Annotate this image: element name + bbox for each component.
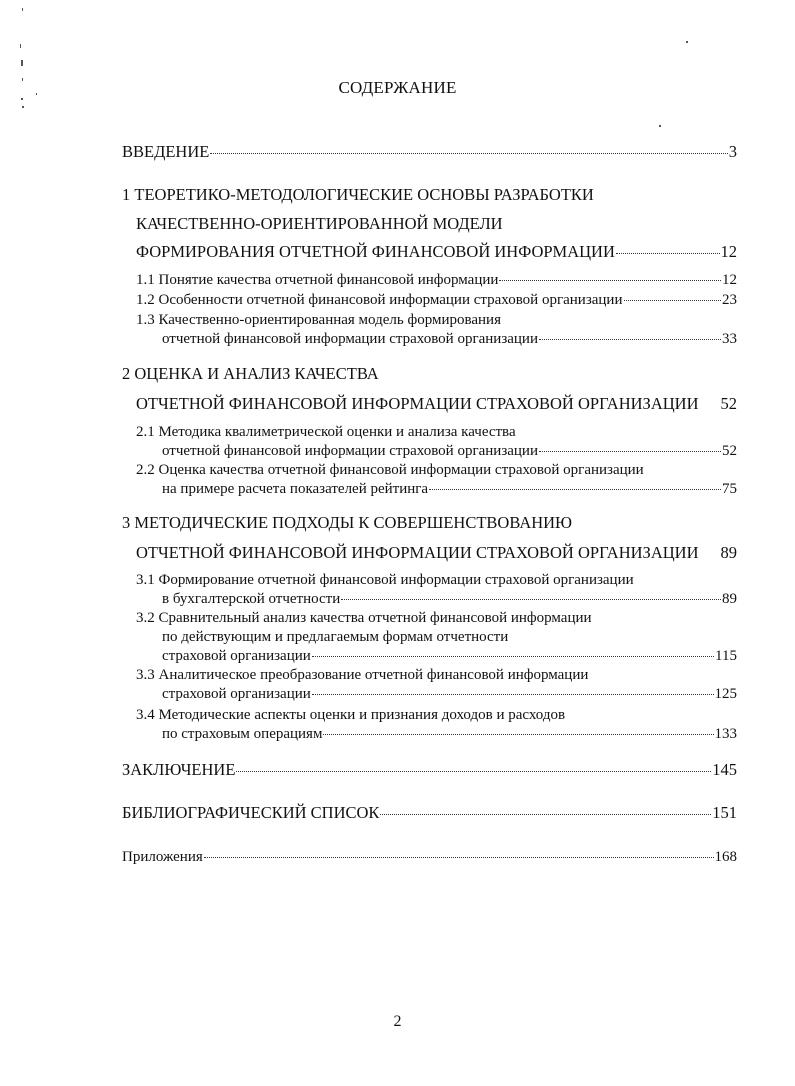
toc-section-3-4-line-1 xyxy=(136,706,565,725)
toc-entry-text: 2.2 Оценка качества отчетной финансовой информации страховой организации xyxy=(136,462,644,478)
toc-entry-bibliography xyxy=(122,802,737,824)
scan-speck xyxy=(21,60,23,66)
toc-entry-text: 3.2 Сравнительный анализ качества отчетной финансовой информации xyxy=(136,610,592,626)
toc-section-1-1 xyxy=(136,271,737,290)
toc-entry-text: 3.1 Формирование отчетной финансовой информации страховой организации xyxy=(136,572,634,588)
toc-entry-text: ОТЧЕТНОЙ ФИНАНСОВОЙ ИНФОРМАЦИИ СТРАХОВОЙ ОРГАНИЗАЦИИ xyxy=(136,394,699,413)
toc-section-3-3-line-1 xyxy=(136,666,588,685)
toc-entry-text: страховой организации xyxy=(162,686,311,702)
dot-leader xyxy=(380,814,711,815)
toc-section-3-2-line-3 xyxy=(162,647,737,666)
toc-entry-appendices xyxy=(122,848,737,867)
toc-entry-page: 151 xyxy=(712,803,737,822)
toc-entry-text: 1.1 Понятие качества отчетной финансовой информации xyxy=(136,272,499,288)
toc-chapter-1-line-3 xyxy=(136,241,737,263)
dot-leader xyxy=(429,489,721,490)
toc-chapter-2-line-2 xyxy=(136,393,737,415)
scan-speck xyxy=(21,98,23,100)
toc-entry-text: Приложения xyxy=(122,849,203,865)
dot-leader xyxy=(236,771,711,772)
toc-entry-introduction xyxy=(122,141,737,163)
toc-entry-page: 12 xyxy=(722,272,737,288)
toc-entry-text: 3.3 Аналитическое преобразование отчетной финансовой информации xyxy=(136,667,589,683)
scan-speck xyxy=(22,106,24,108)
toc-chapter-2-line-1 xyxy=(122,363,379,385)
toc-entry-text: ОТЧЕТНОЙ ФИНАНСОВОЙ ИНФОРМАЦИИ СТРАХОВОЙ ОРГАНИЗАЦИИ xyxy=(136,543,699,562)
dot-leader xyxy=(624,300,722,301)
toc-section-2-1-line-1 xyxy=(136,423,516,442)
toc-chapter-3-line-2 xyxy=(136,542,737,564)
toc-entry-text: 3 МЕТОДИЧЕСКИЕ ПОДХОДЫ К СОВЕРШЕНСТВОВАНИЮ xyxy=(122,513,573,532)
page-title: СОДЕРЖАНИЕ xyxy=(338,78,457,97)
toc-entry-text: по действующим и предлагаемым формам отчетности xyxy=(162,629,509,645)
dot-leader xyxy=(312,694,714,695)
toc-entry-text: БИБЛИОГРАФИЧЕСКИЙ СПИСОК xyxy=(122,803,380,822)
toc-entry-text: 1.2 Особенности отчетной финансовой информации страховой организации xyxy=(136,292,623,308)
toc-entry-text: ЗАКЛЮЧЕНИЕ xyxy=(122,760,236,779)
toc-entry-text: 1 ТЕОРЕТИКО-МЕТОДОЛОГИЧЕСКИЕ ОСНОВЫ РАЗРАБОТКИ xyxy=(122,185,594,204)
toc-entry-conclusion xyxy=(122,759,737,781)
toc-section-1-3-line-2 xyxy=(162,330,737,349)
toc-entry-text: КАЧЕСТВЕННО-ОРИЕНТИРОВАННОЙ МОДЕЛИ xyxy=(136,214,503,233)
scan-speck xyxy=(686,41,688,43)
toc-entry-page: 89 xyxy=(722,591,737,607)
toc-chapter-3-line-1 xyxy=(122,512,572,534)
scan-speck xyxy=(36,93,37,95)
page-number: 2 xyxy=(393,1013,402,1030)
toc-section-2-2-line-2 xyxy=(162,480,737,499)
scan-speck xyxy=(20,44,21,48)
scan-speck xyxy=(22,78,23,81)
toc-section-3-1-line-1 xyxy=(136,571,634,590)
toc-entry-page: 12 xyxy=(720,242,737,261)
dot-leader xyxy=(539,339,721,340)
toc-section-2-2-line-1 xyxy=(136,461,644,480)
toc-section-2-1-line-2 xyxy=(162,442,737,461)
toc-chapter-1-line-2 xyxy=(136,213,503,235)
toc-entry-page: 133 xyxy=(714,726,737,742)
scan-speck xyxy=(659,125,661,127)
toc-entry-text: 3.4 Методические аспекты оценки и признания доходов и расходов xyxy=(136,707,566,723)
toc-entry-text: ВВЕДЕНИЕ xyxy=(122,142,210,161)
toc-section-3-2-line-2 xyxy=(162,628,508,647)
toc-entry-page: 145 xyxy=(712,760,737,779)
toc-entry-text: 1.3 Качественно-ориентированная модель формирования xyxy=(136,312,501,328)
toc-section-3-1-line-2 xyxy=(162,590,737,609)
toc-entry-text: по страховым операциям xyxy=(162,726,323,742)
toc-entry-page: 89 xyxy=(720,543,737,562)
toc-entry-page: 168 xyxy=(714,849,737,865)
dot-leader xyxy=(499,280,721,281)
toc-section-3-4-line-2 xyxy=(162,725,737,744)
toc-entry-page: 52 xyxy=(720,394,737,413)
toc-entry-text: отчетной финансовой информации страховой организации xyxy=(162,331,538,347)
dot-leader xyxy=(616,253,720,254)
toc-section-3-3-line-2 xyxy=(162,685,737,704)
dot-leader xyxy=(312,656,714,657)
toc-section-1-3-line-1 xyxy=(136,311,501,330)
toc-entry-page: 115 xyxy=(715,648,737,664)
toc-section-3-2-line-1 xyxy=(136,609,592,628)
toc-entry-text: в бухгалтерской отчетности xyxy=(162,591,341,607)
dot-leader xyxy=(210,153,727,154)
toc-entry-text: отчетной финансовой информации страховой организации xyxy=(162,443,538,459)
toc-chapter-1-line-1 xyxy=(122,184,594,206)
dot-leader xyxy=(323,734,713,735)
toc-entry-page: 3 xyxy=(728,142,737,161)
toc-entry-text: на примере расчета показателей рейтинга xyxy=(162,481,429,497)
toc-entry-text: 2 ОЦЕНКА И АНАЛИЗ КАЧЕСТВА xyxy=(122,364,379,383)
toc-entry-page: 52 xyxy=(722,443,737,459)
toc-section-1-2 xyxy=(136,291,737,310)
toc-entry-text: страховой организации xyxy=(162,648,311,664)
dot-leader xyxy=(204,857,714,858)
dot-leader xyxy=(539,451,721,452)
toc-entry-page: 75 xyxy=(722,481,737,497)
scan-speck xyxy=(22,8,23,11)
dot-leader xyxy=(341,599,721,600)
toc-entry-text: 2.1 Методика квалиметрической оценки и анализа качества xyxy=(136,424,516,440)
toc-entry-page: 23 xyxy=(722,292,737,308)
toc-entry-page: 33 xyxy=(722,331,737,347)
toc-entry-page: 125 xyxy=(714,686,737,702)
toc-entry-text: ФОРМИРОВАНИЯ ОТЧЕТНОЙ ФИНАНСОВОЙ ИНФОРМАЦИИ xyxy=(136,242,615,261)
